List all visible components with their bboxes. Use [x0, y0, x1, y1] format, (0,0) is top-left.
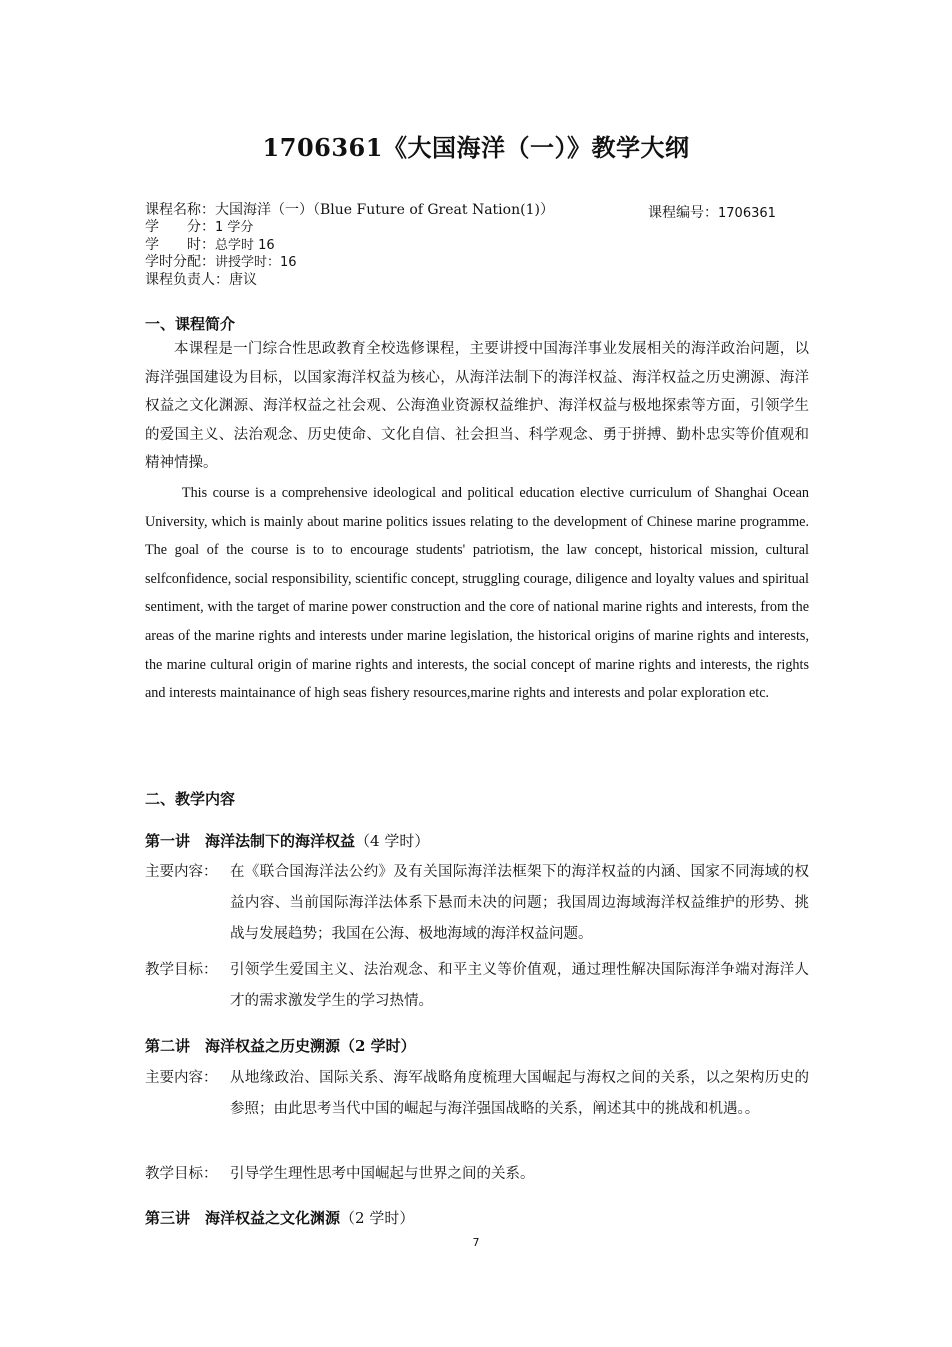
- instructor-row: [145, 272, 257, 289]
- lecture-3-title: [145, 1207, 414, 1228]
- lecture-1-content-label: 主要内容：: [145, 864, 218, 880]
- hours-row: [145, 237, 275, 254]
- instructor-value: 唐议: [229, 272, 257, 288]
- course-name-value: 大国海洋（一）（Blue Future of Great Nation(1)）: [215, 202, 554, 218]
- lecture-2-content: [145, 1063, 809, 1125]
- allocation-row: [145, 254, 297, 271]
- lecture-1-content-text: 在《联合国海洋法公约》及有关国际海洋法框架下的海洋权益的内涵、国家不同海域的权益内容、当前国际海洋法体系下悬而未决的问题；我国周边海域海洋权益维护的形势、挑战与发展趋势；我国在公海、极地海域的海洋权益问题。: [230, 864, 809, 942]
- section-heading-content: 二、教学内容: [145, 790, 236, 808]
- lecture-2-content-label: 主要内容：: [145, 1070, 218, 1086]
- allocation-label: 学时分配：: [145, 254, 215, 270]
- course-name-label: 课程名称：: [145, 202, 215, 218]
- course-name-row: [145, 202, 554, 219]
- lecture-2-title: [145, 1035, 416, 1056]
- lecture-1-title-main: 第一讲 海洋法制下的海洋权益: [145, 832, 356, 850]
- lecture-2-goal: [145, 1159, 809, 1190]
- credits-label: 学 分：: [145, 219, 215, 235]
- lecture-2-goal-text: 引导学生理性思考中国崛起与世界之间的关系。: [230, 1166, 535, 1182]
- lecture-1-goal: [145, 955, 809, 1017]
- course-code-label: 课程编号：: [648, 205, 718, 221]
- intro-paragraph-chinese: 本课程是一门综合性思政教育全校选修课程，主要讲授中国海洋事业发展相关的海洋政治问题，以海洋强国建设为目标，以国家海洋权益为核心，从海洋法制下的海洋权益、海洋权益之历史溯源、海洋权益之文化渊源、海洋权益之社会观、公海渔业资源权益维护、海洋权益与极地探索等方面，引领学生的爱国主义、法治观念、历史使命、文化自信、社会担当、科学观念、勇于拼搏、勤朴忠实等价值观和精神情操。: [145, 341, 809, 472]
- instructor-label: 课程负责人：: [145, 272, 229, 288]
- course-code-value: 1706361: [718, 206, 776, 221]
- lecture-3-title-hours: （2 学时）: [340, 1209, 415, 1227]
- credits-value: 1 学分: [215, 220, 254, 235]
- lecture-1-title-hours: （4 学时）: [355, 832, 430, 850]
- intro-paragraph-english: This course is a comprehensive ideological and political education elective curriculum of Shanghai Ocean University, which is mainly about marine politics issues relating to the development of Chinese marine programme. The goal of the course is to to encourage students' patriotism, the law concept, historical mission, cultural selfconfidence, social responsibility, scientific concept, struggling courage, diligence and loyalty values and spiritual sentiment, with the target of marine power construction and the core of national marine rights and interests, from the areas of the marine rights and interests under marine legislation, the historical origins of marine rights and interests, the marine cultural origin of marine rights and interests, the social concept of marine rights and interests, the rights and interests maintainance of high seas fishery resources,marine rights and interests and polar exploration etc.: [145, 485, 809, 702]
- lecture-3-title-main: 第三讲 海洋权益之文化渊源: [145, 1209, 341, 1227]
- hours-value: 总学时 16: [215, 238, 275, 253]
- lecture-2-title-main: 第二讲 海洋权益之历史溯源（2 学时）: [145, 1037, 416, 1055]
- allocation-value: 讲授学时：16: [215, 255, 297, 270]
- hours-label: 学 时：: [145, 237, 215, 253]
- document-title: 1706361《大国海洋（一）》教学大纲: [262, 133, 690, 162]
- page-number: 7: [472, 1236, 480, 1249]
- lecture-2-content-text: 从地缘政治、国际关系、海军战略角度梳理大国崛起与海权之间的关系，以之架构历史的参照；由此思考当代中国的崛起与海洋强国战略的关系，阐述其中的挑战和机遇。。: [230, 1070, 809, 1117]
- credits-row: [145, 219, 253, 236]
- lecture-2-goal-label: 教学目标：: [145, 1166, 218, 1182]
- lecture-1-goal-text: 引领学生爱国主义、法治观念、和平主义等价值观，通过理性解决国际海洋争端对海洋人才的需求激发学生的学习热情。: [230, 962, 809, 1009]
- section-heading-intro: 一、课程简介: [145, 315, 236, 333]
- lecture-1-title: [145, 830, 429, 851]
- course-code-row: [648, 202, 776, 222]
- lecture-1-content: [145, 857, 809, 950]
- lecture-1-goal-label: 教学目标：: [145, 962, 218, 978]
